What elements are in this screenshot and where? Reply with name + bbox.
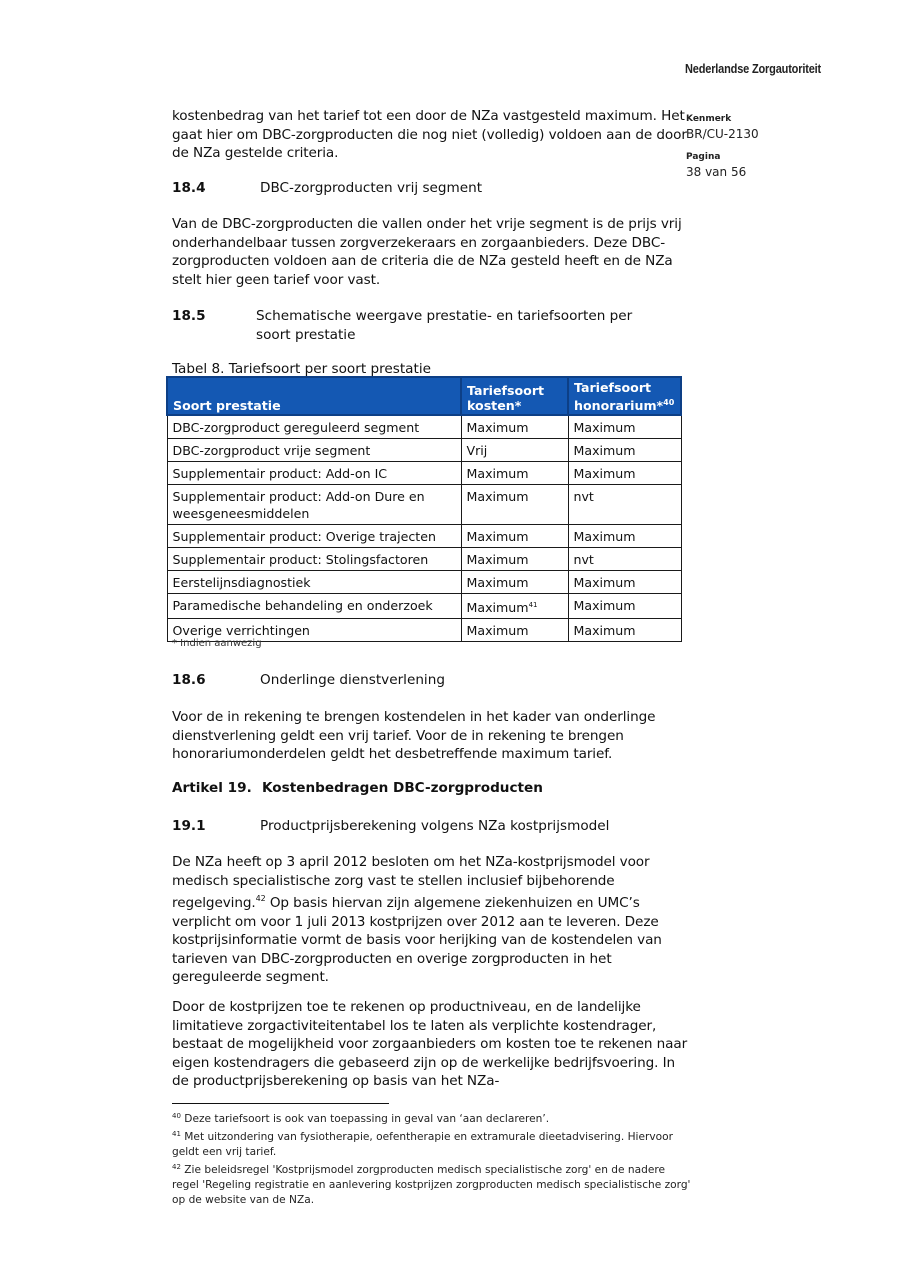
section-18-4-paragraph: Van de DBC-zorgproducten die vallen onder het vrije segment is de prijs vrij onderhandelbaar tussen zorgverzekeraars en zorgaanbieders. Deze DBC-zorgproducten voldoen aan de criteria die de NZa gesteld heeft en de NZa stelt hier geen tarief voor vast. (172, 216, 682, 288)
table-row (167, 439, 681, 462)
table-caption: Tabel 8. Tariefsoort per soort prestatie (172, 361, 431, 377)
kenmerk-label: Kenmerk (686, 114, 732, 124)
cell-kosten: Maximum (461, 619, 568, 642)
table-note: * Indien aanwezig (172, 638, 262, 649)
cell-kosten: Maximum (461, 485, 568, 525)
cell-kosten: Maximum (461, 415, 568, 439)
section-title: DBC-zorgproducten vrij segment (260, 180, 483, 196)
cell-prestatie: Supplementair product: Add-on Dure en weesgeneesmiddelen (167, 485, 461, 525)
cell-kosten: Maximum (461, 548, 568, 571)
footnote-ref[interactable]: 40 (663, 398, 675, 407)
cell-kosten: Maximum (461, 462, 568, 485)
footnote-ref[interactable]: 42 (255, 894, 266, 903)
cell-prestatie: Supplementair product: Stolingsfactoren (167, 548, 461, 571)
cell-prestatie: DBC-zorgproduct gereguleerd segment (167, 415, 461, 439)
cell-kosten: Maximum$^{41}$ (461, 594, 568, 619)
section-number: 18.5 (172, 308, 206, 324)
footnote-ref[interactable]: 41 (528, 601, 538, 609)
pagina-block (686, 150, 746, 180)
section-18-6-paragraph: Voor de in rekening te brengen kostendelen in het kader van onderlinge dienstverlening geldt een vrij tarief. Voor de in rekening te brengen honorariumonderdelen geldt het desbetreffende maximum tarief. (172, 709, 656, 762)
cell-honorarium: Maximum (568, 619, 681, 642)
article-heading-19 (172, 780, 543, 796)
organization-logo-text: Nederlandse Zorgautoriteit (685, 62, 822, 76)
cell-honorarium: Maximum (568, 462, 681, 485)
header-tariefsoort-honorarium: Tariefsoort honorarium*$^{40}$ (568, 377, 681, 415)
cell-prestatie: Supplementair product: Overige trajecten (167, 525, 461, 548)
pagina-value: 38 van 56 (686, 165, 747, 179)
intro-paragraph: kostenbedrag van het tarief tot een door de NZa vastgesteld maximum. Het gaat hier om DBC-zorgproducten die nog niet (volledig) voldoen aan de door de NZa gestelde criteria. (172, 108, 687, 161)
footnote-42: $^{42}$ Zie beleidsregel 'Kostprijsmodel zorgproducten medisch specialistische zorg' en de nadere regel 'Regeling registratie en aanlevering kostprijzen zorgproducten medisch specialistische zorg' op de website van de NZa. (172, 1163, 691, 1206)
table-row (167, 571, 681, 594)
cell-honorarium: nvt (568, 485, 681, 525)
cell-prestatie: Paramedische behandeling en onderzoek (167, 594, 461, 619)
footnote-41: $^{41}$ Met uitzondering van fysiotherapie, oefentherapie en extramurale dieetadvisering. Hiervoor geldt een vrij tarief. (172, 1130, 673, 1158)
section-number: 18.6 (172, 672, 206, 688)
cell-honorarium: Maximum (568, 415, 681, 439)
article-number: Artikel 19. (172, 780, 252, 796)
table-row (167, 415, 681, 439)
section-title: Schematische weergave prestatie- en tariefsoorten per soort prestatie (256, 308, 633, 343)
cell-kosten: Maximum (461, 571, 568, 594)
table-row (167, 462, 681, 485)
table-row (167, 594, 681, 619)
section-title: Productprijsberekening volgens NZa kostprijsmodel (260, 818, 610, 834)
table-row (167, 548, 681, 571)
tariff-table (166, 376, 682, 642)
cell-honorarium: nvt (568, 548, 681, 571)
section-19-1-paragraph-2: Door de kostprijzen toe te rekenen op productniveau, en de landelijke limitatieve zorgactiviteitentabel los te laten als verplichte kostendrager, bestaat de mogelijkheid voor zorgaanbieders om kosten toe te rekenen naar eigen kostendragers die gebaseerd zijn op de werkelijke bedrijfsvoering. In de productprijsberekening op basis van het NZa- (172, 999, 688, 1089)
section-heading-19-1 (172, 817, 609, 836)
cell-honorarium: Maximum (568, 594, 681, 619)
cell-kosten: Maximum (461, 525, 568, 548)
cell-honorarium: Maximum (568, 571, 681, 594)
section-number: 19.1 (172, 818, 206, 834)
cell-prestatie: DBC-zorgproduct vrije segment (167, 439, 461, 462)
cell-prestatie: Eerstelijnsdiagnostiek (167, 571, 461, 594)
cell-honorarium: Maximum (568, 439, 681, 462)
section-title: Onderlinge dienstverlening (260, 672, 445, 688)
section-heading-18-6 (172, 671, 445, 690)
cell-kosten: Vrij (461, 439, 568, 462)
footnote-divider (172, 1103, 389, 1104)
kenmerk-value: BR/CU-2130 (686, 127, 759, 141)
cell-prestatie: Overige verrichtingen (167, 619, 461, 642)
footnote-40: $^{40}$ Deze tariefsoort is ook van toepassing in geval van ‘aan declareren’. (172, 1112, 550, 1125)
table-row (167, 485, 681, 525)
article-title: Kostenbedragen DBC-zorgproducten (262, 780, 543, 796)
header-tariefsoort-kosten: Tariefsoort kosten* (461, 377, 568, 415)
section-19-1-paragraph-1: De NZa heeft op 3 april 2012 besloten om het NZa-kostprijsmodel voor medisch specialistische zorg vast te stellen inclusief bijbehorende regelgeving.$^{42}$ Op basis hiervan zijn algemene ziekenhuizen en UMC’s verplicht om voor 1 juli 2013 kostprijzen over 2012 aan te leveren. Deze kostprijsinformatie vormt de basis voor herijking van de kostendelen van tarieven van DBC-zorgproducten en overige zorgproducten in het gereguleerde segment. (172, 854, 662, 985)
section-heading-18-5 (172, 307, 656, 344)
cell-prestatie: Supplementair product: Add-on IC (167, 462, 461, 485)
kenmerk-block (686, 112, 759, 142)
table-header-row (167, 377, 681, 415)
header-soort-prestatie: Soort prestatie (167, 377, 461, 415)
section-number: 18.4 (172, 180, 206, 196)
footnotes (172, 1109, 692, 1208)
table-row (167, 525, 681, 548)
pagina-label: Pagina (686, 152, 721, 162)
cell-honorarium: Maximum (568, 525, 681, 548)
section-heading-18-4 (172, 179, 482, 198)
